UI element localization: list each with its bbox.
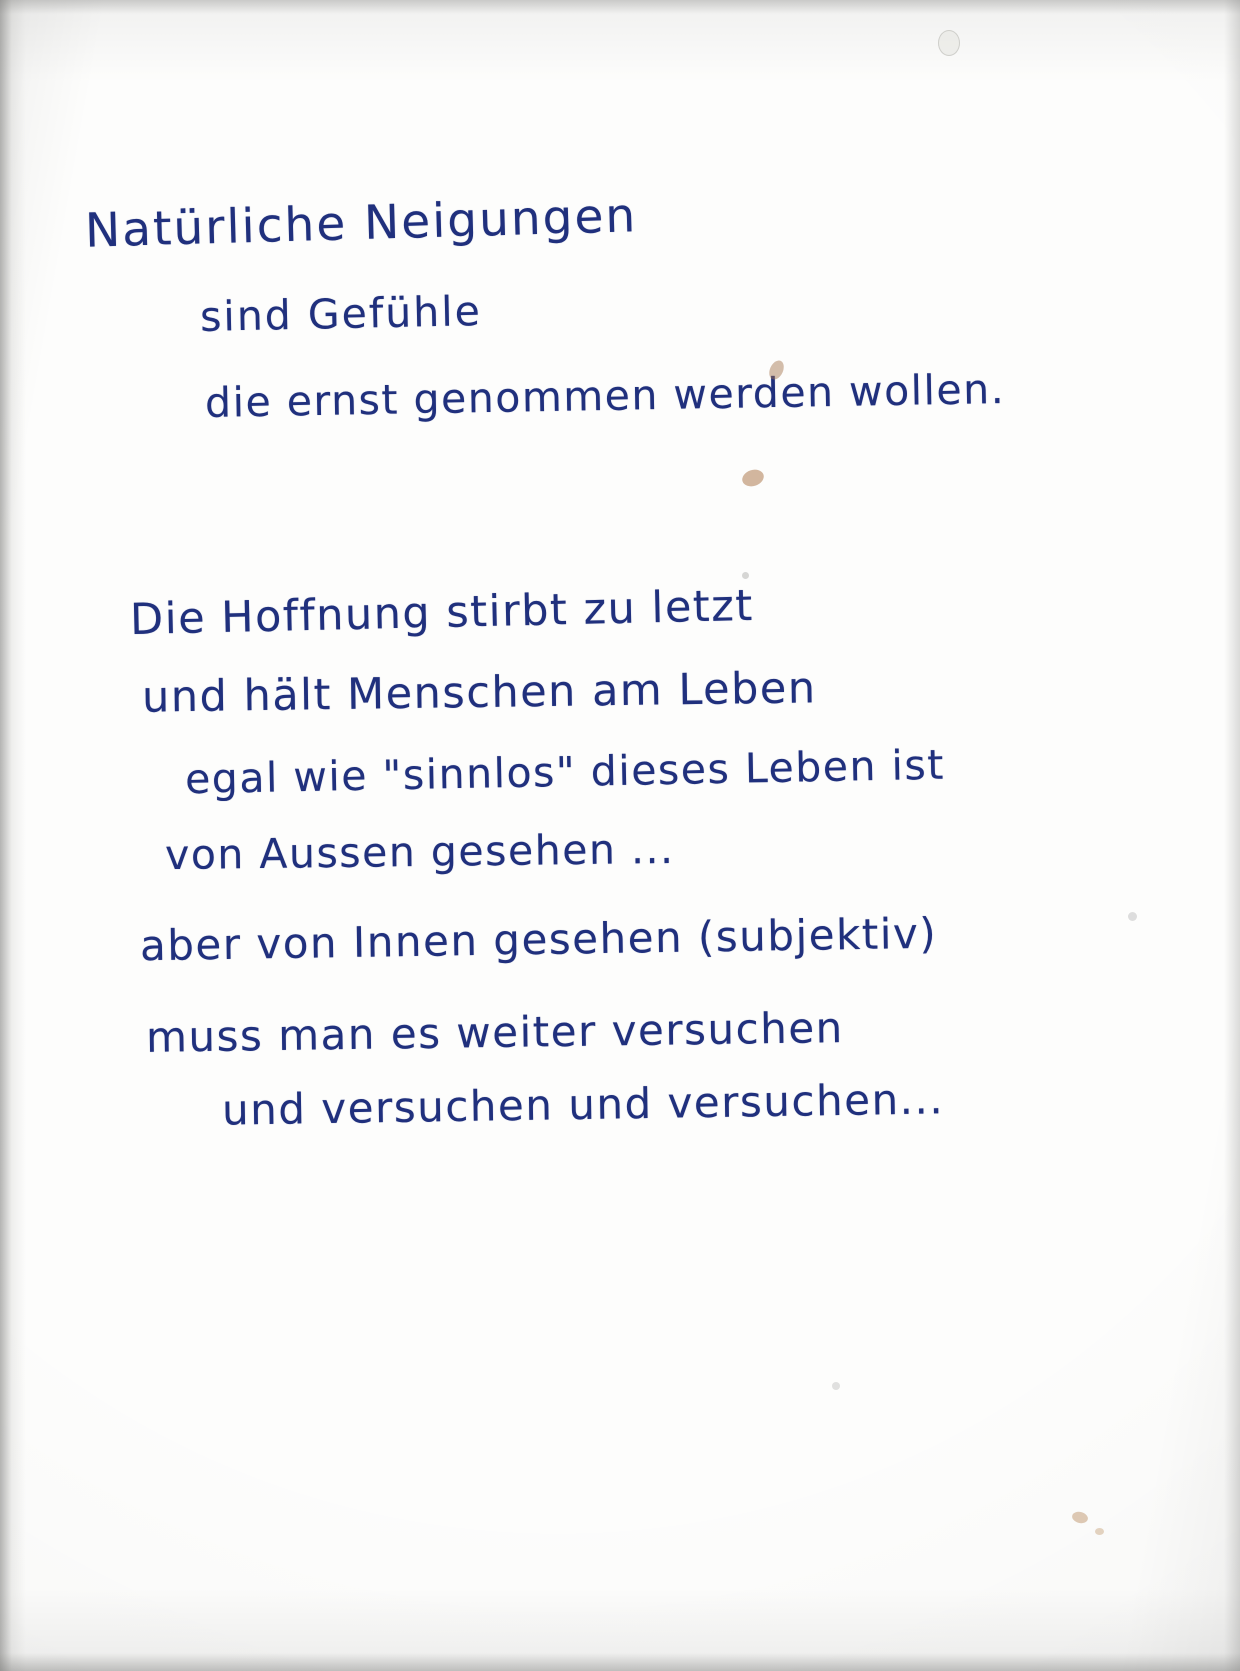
handwritten-line-muss-man-weiter: muss man es weiter versuchen	[145, 1003, 845, 1062]
handwritten-line-sind-gefuehle: sind Gefühle	[199, 287, 483, 341]
handwritten-title: Natürliche Neigungen	[84, 188, 638, 259]
page-edge-top-shadow	[0, 0, 1240, 14]
handwritten-line-und-versuchen: und versuchen und versuchen...	[221, 1074, 945, 1135]
handwritten-line-ernst-genommen: die ernst genommen werden wollen.	[204, 365, 1006, 427]
handwritten-line-egal-wie-sinnlos: egal wie "sinnlos" dieses Leben ist	[184, 740, 946, 804]
handwritten-line-von-aussen: von Aussen gesehen ...	[164, 824, 675, 880]
page-edge-left-shadow	[0, 0, 26, 1671]
page-edge-right-shadow	[1224, 0, 1240, 1671]
handwritten-line-haelt-menschen: und hält Menschen am Leben	[141, 663, 817, 723]
page-edge-bottom-shadow	[0, 1653, 1240, 1671]
handwritten-line-hoffnung: Die Hoffnung stirbt zu letzt	[129, 580, 755, 646]
handwritten-line-von-innen: aber von Innen gesehen (subjektiv)	[139, 908, 938, 971]
